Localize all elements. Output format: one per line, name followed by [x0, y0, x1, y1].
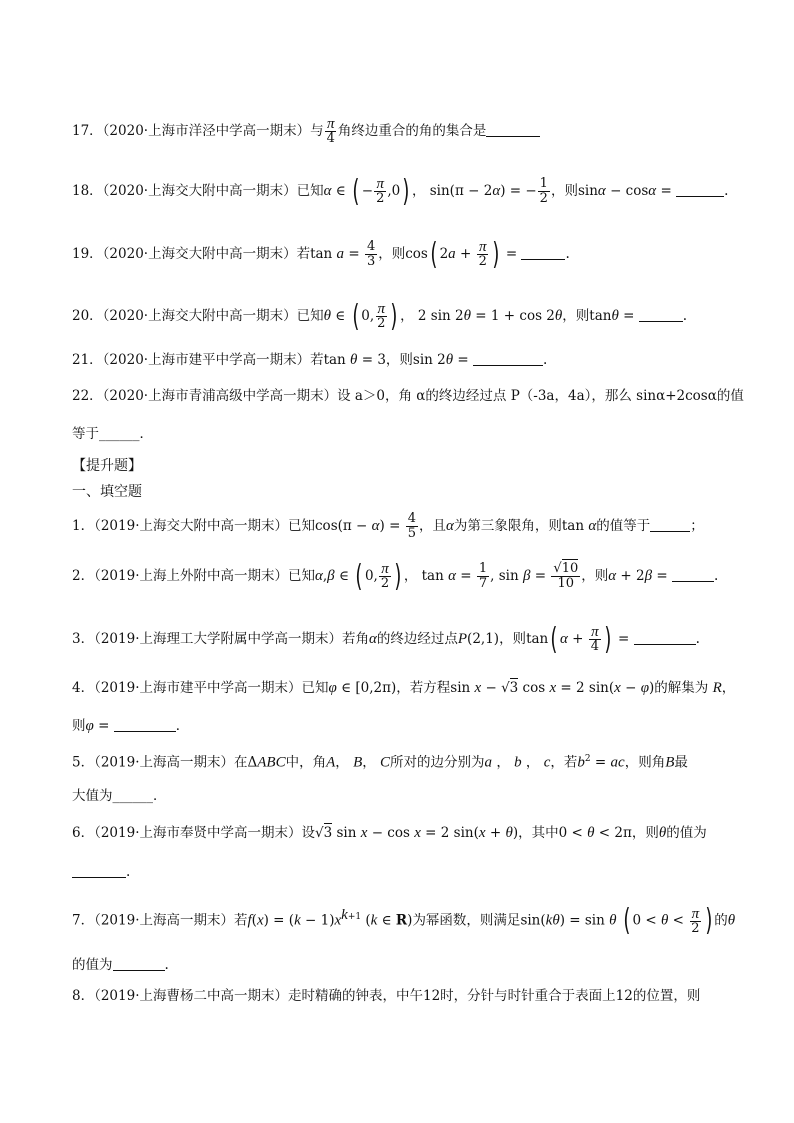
p4-line2: 则	[72, 718, 86, 734]
question-22: 22．（2020·上海市青浦高级中学高一期末）设 a＞0，角 α的终边经过点 P（-3a，4a），那么 sinα+2cosα的值	[72, 388, 744, 404]
q18-text: 18．（2020·上海交大附中高一期末）已知	[72, 183, 324, 199]
q18-tail: ，则	[550, 183, 578, 199]
p1-tail2: 为第三象限角，则	[453, 518, 562, 534]
question-21: 21．（2020·上海市建平中学高一期末）若tan θ = 3，则sin 2θ = .	[72, 352, 548, 368]
p5-tail: 中，角	[285, 754, 327, 771]
problem-7-line2: 的值为 .	[72, 957, 169, 973]
sub-title: 一、填空题	[72, 485, 142, 500]
section-title: 【提升题】	[72, 459, 142, 474]
p5-text: 5．（2019·上海高一期末）在	[72, 754, 248, 771]
p1-tail3: 的值等于	[596, 518, 651, 534]
p2-tail: ，则	[581, 568, 609, 584]
p4-tail2: 的解集为	[654, 680, 709, 696]
q20-tail: ，则	[562, 308, 590, 324]
question-17	[72, 117, 724, 146]
q20-blank	[639, 307, 683, 322]
p6-tail3: 的值为	[666, 825, 707, 841]
p3-tail2: ，则	[499, 631, 527, 647]
p5-tail4: ，则角	[624, 754, 666, 771]
problem-5: 5．（2019·上海高一期末）在ΔABC中，角A， B， C所对的边分别为a ， b ， c，若$b^2$ = ac，则角B最	[72, 754, 688, 771]
p6-tail: ，其中	[518, 825, 559, 841]
q21-tail: ，则	[385, 352, 413, 368]
problem-5-line2: 大值为______．	[72, 788, 167, 804]
p5-tail3: ，若	[550, 754, 578, 771]
q19-blank	[521, 245, 565, 260]
p5-tail5: 最	[674, 754, 688, 771]
q17-tail: 角终边重合的角的集合是	[337, 123, 487, 139]
p6-tail2: ，则	[631, 825, 659, 841]
q17-blank	[486, 122, 540, 137]
problem-4-line2: 则φ = ．	[72, 718, 190, 734]
q19-tail: ，则	[378, 246, 406, 262]
q21-blank	[473, 351, 543, 366]
p6-text: 6．（2019·上海市奉贤中学高一期末）设	[72, 825, 315, 841]
q20-text: 20．（2020·上海交大附中高一期末）已知	[72, 308, 324, 324]
p2-blank	[672, 567, 714, 582]
q17-text: 17．（2020·上海市洋泾中学高一期末）与	[72, 123, 324, 139]
p6-blank	[72, 863, 126, 878]
p4-tail: ，若方程	[396, 680, 451, 696]
p7-tail: 为幂函数，则满足	[412, 912, 521, 929]
problem-6: 6．（2019·上海市奉贤中学高一期末）设√3 sin x − cos x = 2 sin(x + θ)，其中0 < θ < 2π，则θ的值为	[72, 825, 707, 841]
p5-tail2: 所对的边分别为	[390, 754, 485, 771]
p7-text: 7．（2019·上海高一期末）若	[72, 912, 248, 929]
p1-blank	[650, 517, 690, 532]
p1-text: 1．（2019·上海交大附中高一期末）已知	[72, 518, 315, 534]
problem-7: 7．（2019·上海高一期末）若$f(x) = (k - 1)x^{k+1}$ (k ∈ R)为幂函数，则满足sin(kθ) = sin θ ( 0 < θ < $\frac{\pi}{2}$ ) 的θ	[72, 903, 736, 938]
p1-tail: ，且	[418, 518, 446, 534]
p7-blank	[113, 956, 165, 971]
p7-tail2: 的	[714, 912, 728, 929]
p3-blank	[634, 630, 696, 645]
p4-blank	[114, 717, 176, 732]
question-19: 19．（2020·上海交大附中高一期末）若tan a = $\frac{4}{3}$ ，则cos( 2a + $\frac{\pi}{2}$ ) = .	[72, 236, 570, 272]
problem-3: 3．（2019·上海理工大学附属中学高一期末）若角α的终边经过点P(2,1)，则tan( α + $\frac{\pi}{4}$ ) = .	[72, 621, 700, 657]
problem-6-line2: .	[72, 862, 724, 882]
problem-1: 1．（2019·上海交大附中高一期末）已知cos(π − α) = $\frac{4}{5}$ ，且α为第三象限角，则tan α的值等于 ；	[72, 511, 704, 541]
p3-tail: 的终边经过点	[376, 631, 458, 647]
problem-2: 2．（2019·上海上外附中高一期末）已知α,β ∈ ( 0, $\frac{\pi}{2}$ ) ， tan α = $\frac{1}{7}$ , sin β = $\frac{√10}{10}$ ，则α + 2β = .	[72, 558, 719, 594]
q18-blank	[676, 182, 724, 197]
question-20: 20．（2020·上海交大附中高一期末）已知θ ∈ ( 0, $\frac{\pi}{2}$ ) ， 2 sin 2θ = 1 + cos 2θ，则tanθ = .	[72, 298, 688, 334]
question-22-line2: 等于______．	[72, 426, 153, 442]
q17-fraction: $\frac{\pi}{4}$	[326, 116, 335, 146]
p4-text: 4．（2019·上海市建平中学高一期末）已知	[72, 680, 329, 696]
p2-text: 2．（2019·上海上外附中高一期末）已知	[72, 568, 315, 584]
problem-8: 8．（2019·上海曹杨二中高一期末）走时精确的钟表，中午12时，分针与时针重合于表面上12的位置，则	[72, 988, 701, 1004]
p7-line2: 的值为	[72, 957, 113, 973]
q19-text: 19．（2020·上海交大附中高一期末）若	[72, 246, 311, 262]
problem-4: 4．（2019·上海市建平中学高一期末）已知φ ∈ [0,2π)，若方程sin x − √3 cos x = 2 sin(x − φ)的解集为 R，	[72, 680, 736, 696]
q21-text: 21．（2020·上海市建平中学高一期末）若	[72, 352, 324, 368]
question-18: 18．（2020·上海交大附中高一期末）已知α ∈ ( − $\frac{\pi}{2}$ ,0) ， sin(π − 2α) = − $\frac{1}{2}$ ，则sinα − cosα = .	[72, 173, 729, 209]
p3-text: 3．（2019·上海理工大学附属中学高一期末）若角	[72, 631, 369, 647]
